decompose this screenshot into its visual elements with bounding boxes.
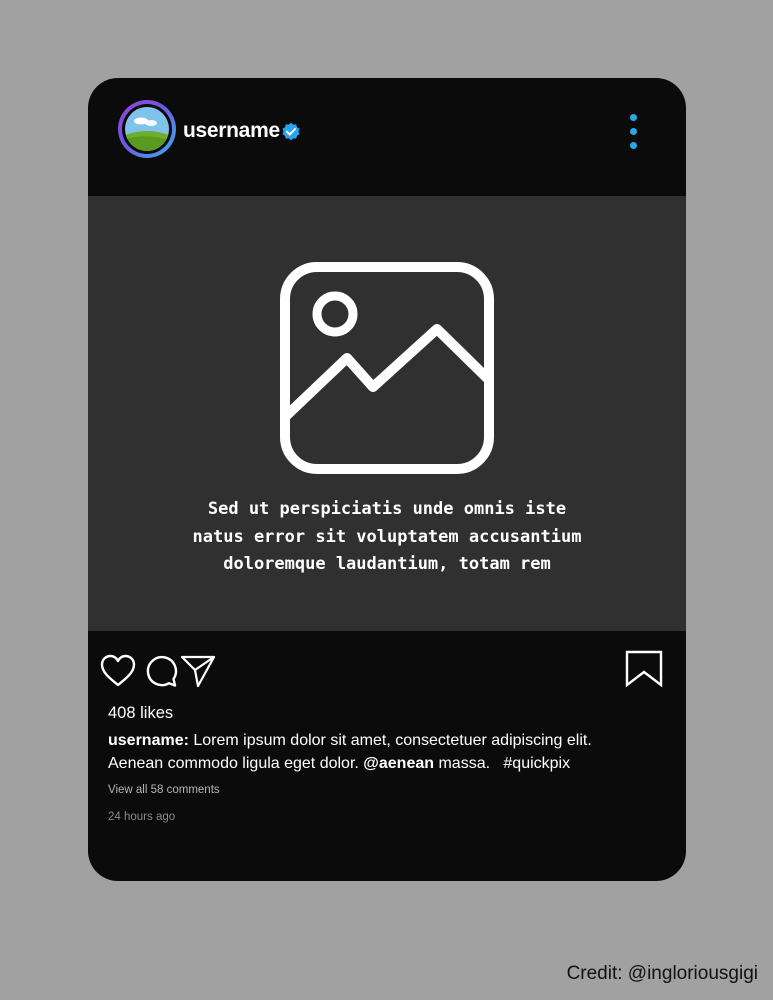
- image-placeholder-icon: [280, 262, 494, 474]
- post-header: [88, 78, 686, 196]
- verified-badge-icon: [281, 122, 301, 142]
- caption-text: Aenean commodo ligula eget dolor.: [108, 755, 364, 772]
- caption-text: massa.: [434, 755, 504, 772]
- action-bar: [88, 650, 686, 694]
- avatar-ring-gap: [122, 104, 172, 154]
- send-icon[interactable]: [180, 654, 216, 688]
- caption-line: [108, 752, 668, 775]
- view-comments-link[interactable]: View all 58 comments: [108, 784, 220, 796]
- comment-icon[interactable]: [144, 654, 178, 688]
- more-dot: [630, 128, 637, 135]
- credit-text: Credit: @ingloriousgigi: [566, 963, 758, 984]
- post-timestamp: 24 hours ago: [108, 811, 176, 823]
- heart-icon[interactable]: [100, 654, 136, 688]
- media-text-line: Sed ut perspiciatis unde omnis iste: [207, 499, 567, 519]
- caption-hashtag[interactable]: #quickpix: [503, 755, 571, 772]
- post-username[interactable]: username: [183, 119, 280, 142]
- more-vertical-icon[interactable]: [624, 112, 644, 152]
- more-dot: [630, 142, 637, 149]
- media-text: [88, 496, 686, 579]
- more-dot: [630, 114, 637, 121]
- likes-count[interactable]: 408 likes: [108, 704, 174, 722]
- post-card: [88, 78, 686, 881]
- post-caption: [108, 729, 668, 775]
- media-text-line: doloremque laudantium, totam rem: [223, 554, 551, 574]
- caption-mention[interactable]: @aenean: [363, 755, 435, 772]
- caption-text: Lorem ipsum dolor sit amet, consectetuer adipiscing elit.: [188, 732, 592, 749]
- media-text-line: natus error sit voluptatem accusantium: [192, 526, 582, 547]
- post-media[interactable]: [88, 196, 686, 631]
- bookmark-icon[interactable]: [625, 650, 663, 688]
- caption-line: [108, 729, 668, 752]
- avatar[interactable]: [118, 100, 176, 158]
- avatar-image: [125, 107, 169, 151]
- caption-username[interactable]: username:: [108, 732, 189, 749]
